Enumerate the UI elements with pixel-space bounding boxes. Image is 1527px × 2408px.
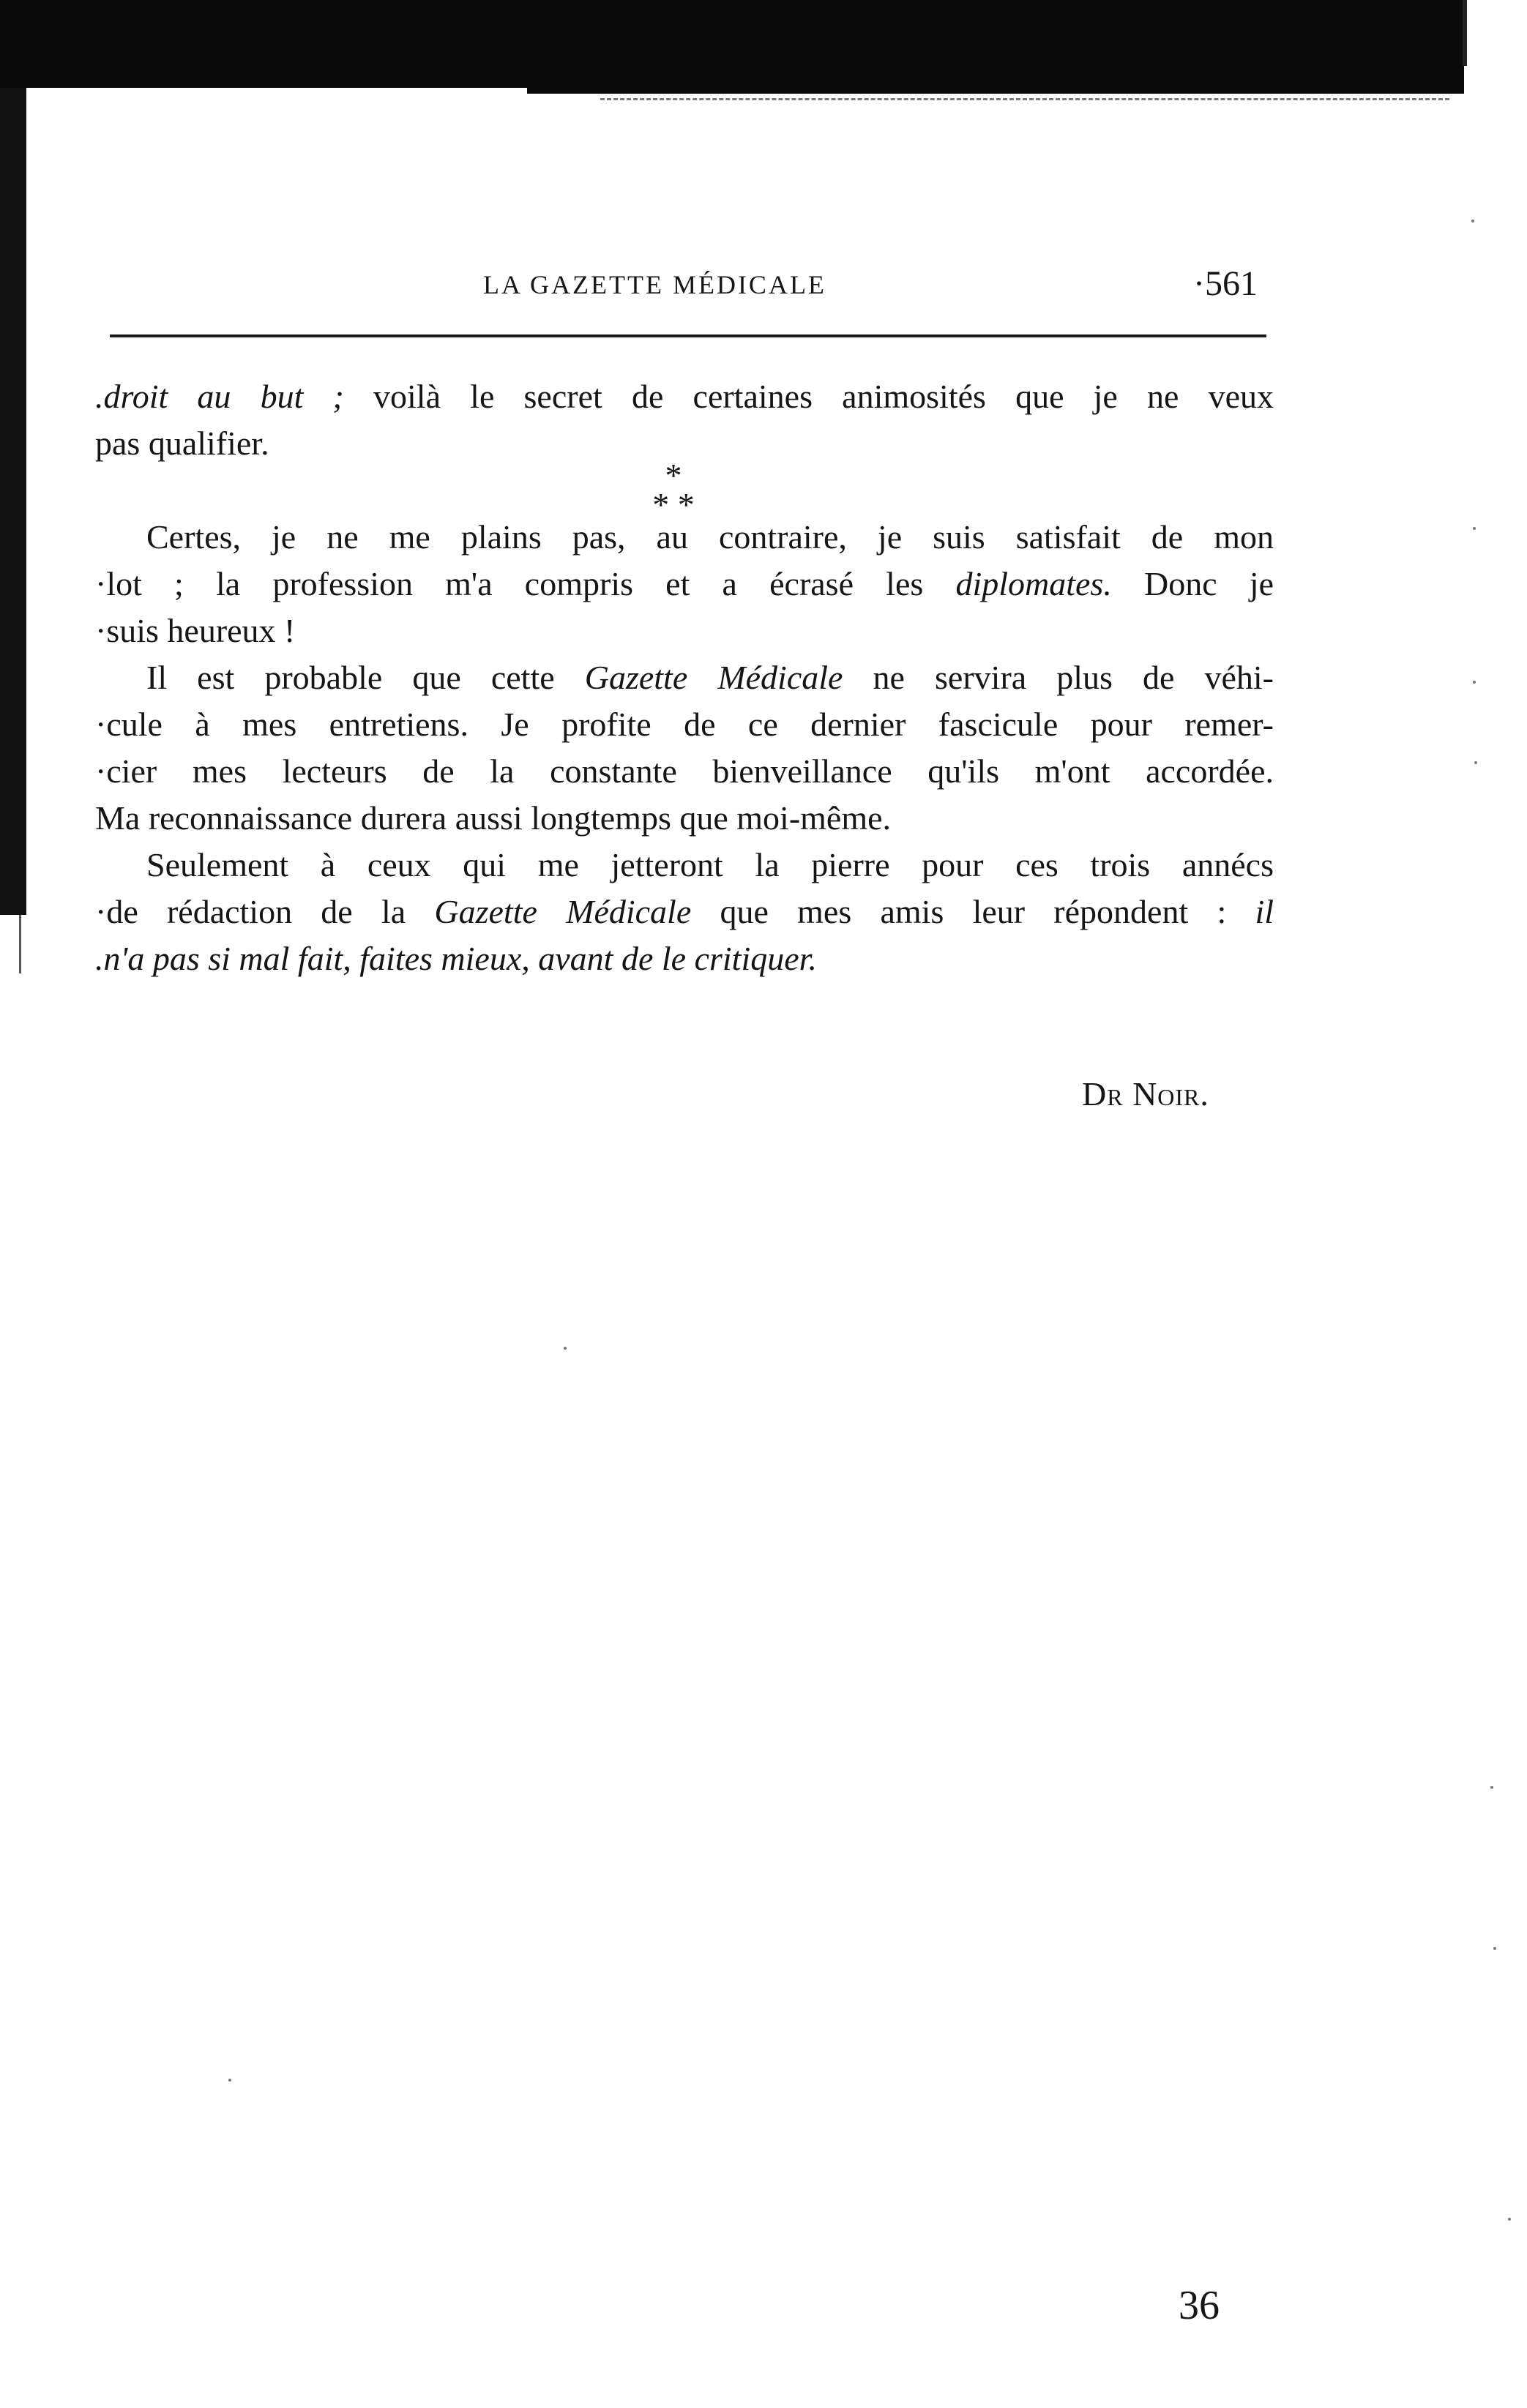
scan-speck — [1471, 220, 1474, 223]
running-head — [95, 263, 1266, 304]
running-title: LA GAZETTE MÉDICALE — [483, 270, 826, 299]
scan-speck — [1508, 2218, 1511, 2221]
italic-phrase: Gazette Médicale — [584, 659, 843, 696]
text-line: ·lot ; la profession m'a compris et a écrasé les diplomates. Donc je — [95, 565, 1274, 602]
author-signature: Dr Noir. — [1082, 1075, 1209, 1113]
scan-border-left — [0, 88, 26, 915]
italic-phrase: .n'a pas si mal fait, faites mieux, avant de le critiquer. — [95, 940, 817, 977]
text-line: Certes, je ne me plains pas, au contraire, je suis satisfait de mon — [146, 518, 1274, 556]
header-rule — [110, 334, 1266, 337]
text-line: Seulement à ceux qui me jetteront la pierre pour ces trois annécs — [146, 846, 1274, 883]
scan-speck — [228, 2079, 231, 2082]
text-line: ·suis heureux ! — [95, 612, 296, 649]
text-line: .droit au but ; voilà le secret de certaines animosités que je ne veux — [95, 378, 1274, 415]
scan-border-top-tail — [527, 86, 1464, 94]
text-line: ·cule à mes entretiens. Je profite de ce dernier fascicule pour remer- — [95, 706, 1274, 743]
scan-speck — [1473, 527, 1476, 530]
italic-phrase: diplomates. — [955, 565, 1112, 602]
scan-border-top — [0, 0, 1464, 88]
text-line: ·cier mes lecteurs de la constante bienveillance qu'ils m'ont accordée. — [95, 752, 1274, 790]
scan-dashed-rule — [600, 98, 1449, 100]
scan-speck — [564, 1347, 567, 1350]
italic-phrase: .droit au but ; — [95, 378, 344, 415]
scan-speck — [1473, 681, 1476, 684]
scan-border-right — [1463, 0, 1467, 66]
folio-number: 36 — [1179, 2283, 1220, 2328]
page-number: ·561 — [1193, 264, 1258, 303]
scan-border-left-thin — [19, 915, 21, 973]
text-line: pas qualifier. — [95, 425, 269, 462]
italic-phrase: Gazette Médicale — [434, 893, 692, 930]
scan-speck — [1493, 1947, 1496, 1950]
scan-speck — [1490, 1786, 1493, 1789]
text-line: Ma reconnaissance durera aussi longtemps que moi-même. — [95, 799, 892, 837]
text-line — [95, 935, 1274, 982]
scan-speck — [1474, 761, 1477, 764]
asterism: * * * — [652, 457, 695, 523]
text-line: Il est probable que cette Gazette Médicale ne servira plus de véhi- — [146, 659, 1274, 696]
italic-phrase: il — [1255, 893, 1274, 930]
text-line: ·de rédaction de la Gazette Médicale que mes amis leur répondent : il — [95, 893, 1274, 930]
